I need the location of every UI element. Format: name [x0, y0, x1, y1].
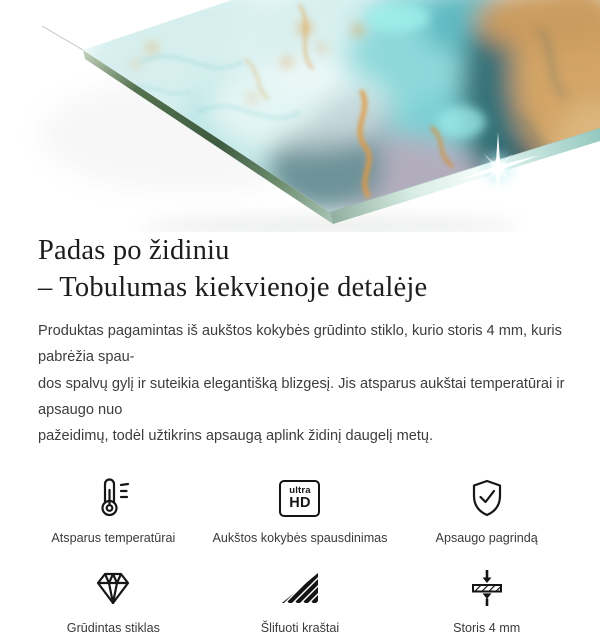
ultra-hd-badge-top: ultra: [289, 485, 311, 497]
feature-tempered-glass: [20, 565, 207, 635]
product-description: [38, 318, 578, 449]
description-line: dos spalvų gylį ir suteikia elegantišką blizgesį. Jis atsparus aukštai temperatūrai ir apsaugo nuo: [38, 375, 565, 418]
feature-thickness: [393, 565, 580, 635]
title-line-1: Padas po židiniu: [38, 235, 230, 266]
shield-check-icon: [468, 475, 506, 521]
thermometer-icon: [94, 475, 132, 521]
ultra-hd-badge-bottom: HD: [289, 495, 311, 512]
feature-polished-edges: [207, 565, 394, 635]
feature-label: Atsparus temperatūrai: [51, 531, 176, 546]
title-line-2: – Tobulumas kiekvienoje detalėje: [38, 272, 428, 303]
product-image: [0, 0, 600, 232]
feature-label: Aukštos kokybės spausdinimas: [212, 531, 388, 546]
feature-label: Grūdintas stiklas: [66, 621, 160, 635]
glass-panel-illustration: [0, 0, 600, 232]
feature-label: Storis 4 mm: [453, 621, 521, 635]
feature-label: Apsaugo pagrindą: [435, 531, 538, 546]
ultra-hd-icon: [279, 475, 320, 521]
feature-print-quality: [207, 475, 394, 545]
page-title: [38, 232, 600, 306]
feature-temperature: [20, 475, 207, 545]
panel-corner-line: [42, 26, 83, 50]
feature-label: Šlifuoti kraštai: [260, 621, 340, 635]
thickness-icon: [468, 565, 506, 611]
polished-edges-icon: [279, 565, 321, 611]
description-line: Produktas pagamintas iš aukštos kokybės grūdinto stiklo, kurio storis 4 mm, kuris pabrėžia spau-: [38, 323, 562, 366]
description-line: pažeidimų, todėl užtikrins apsaugą aplink židinį daugelį metų.: [38, 428, 434, 445]
diamond-icon: [92, 565, 134, 611]
feature-grid: [20, 475, 580, 635]
feature-protection: [393, 475, 580, 545]
product-description-section: [0, 228, 600, 635]
